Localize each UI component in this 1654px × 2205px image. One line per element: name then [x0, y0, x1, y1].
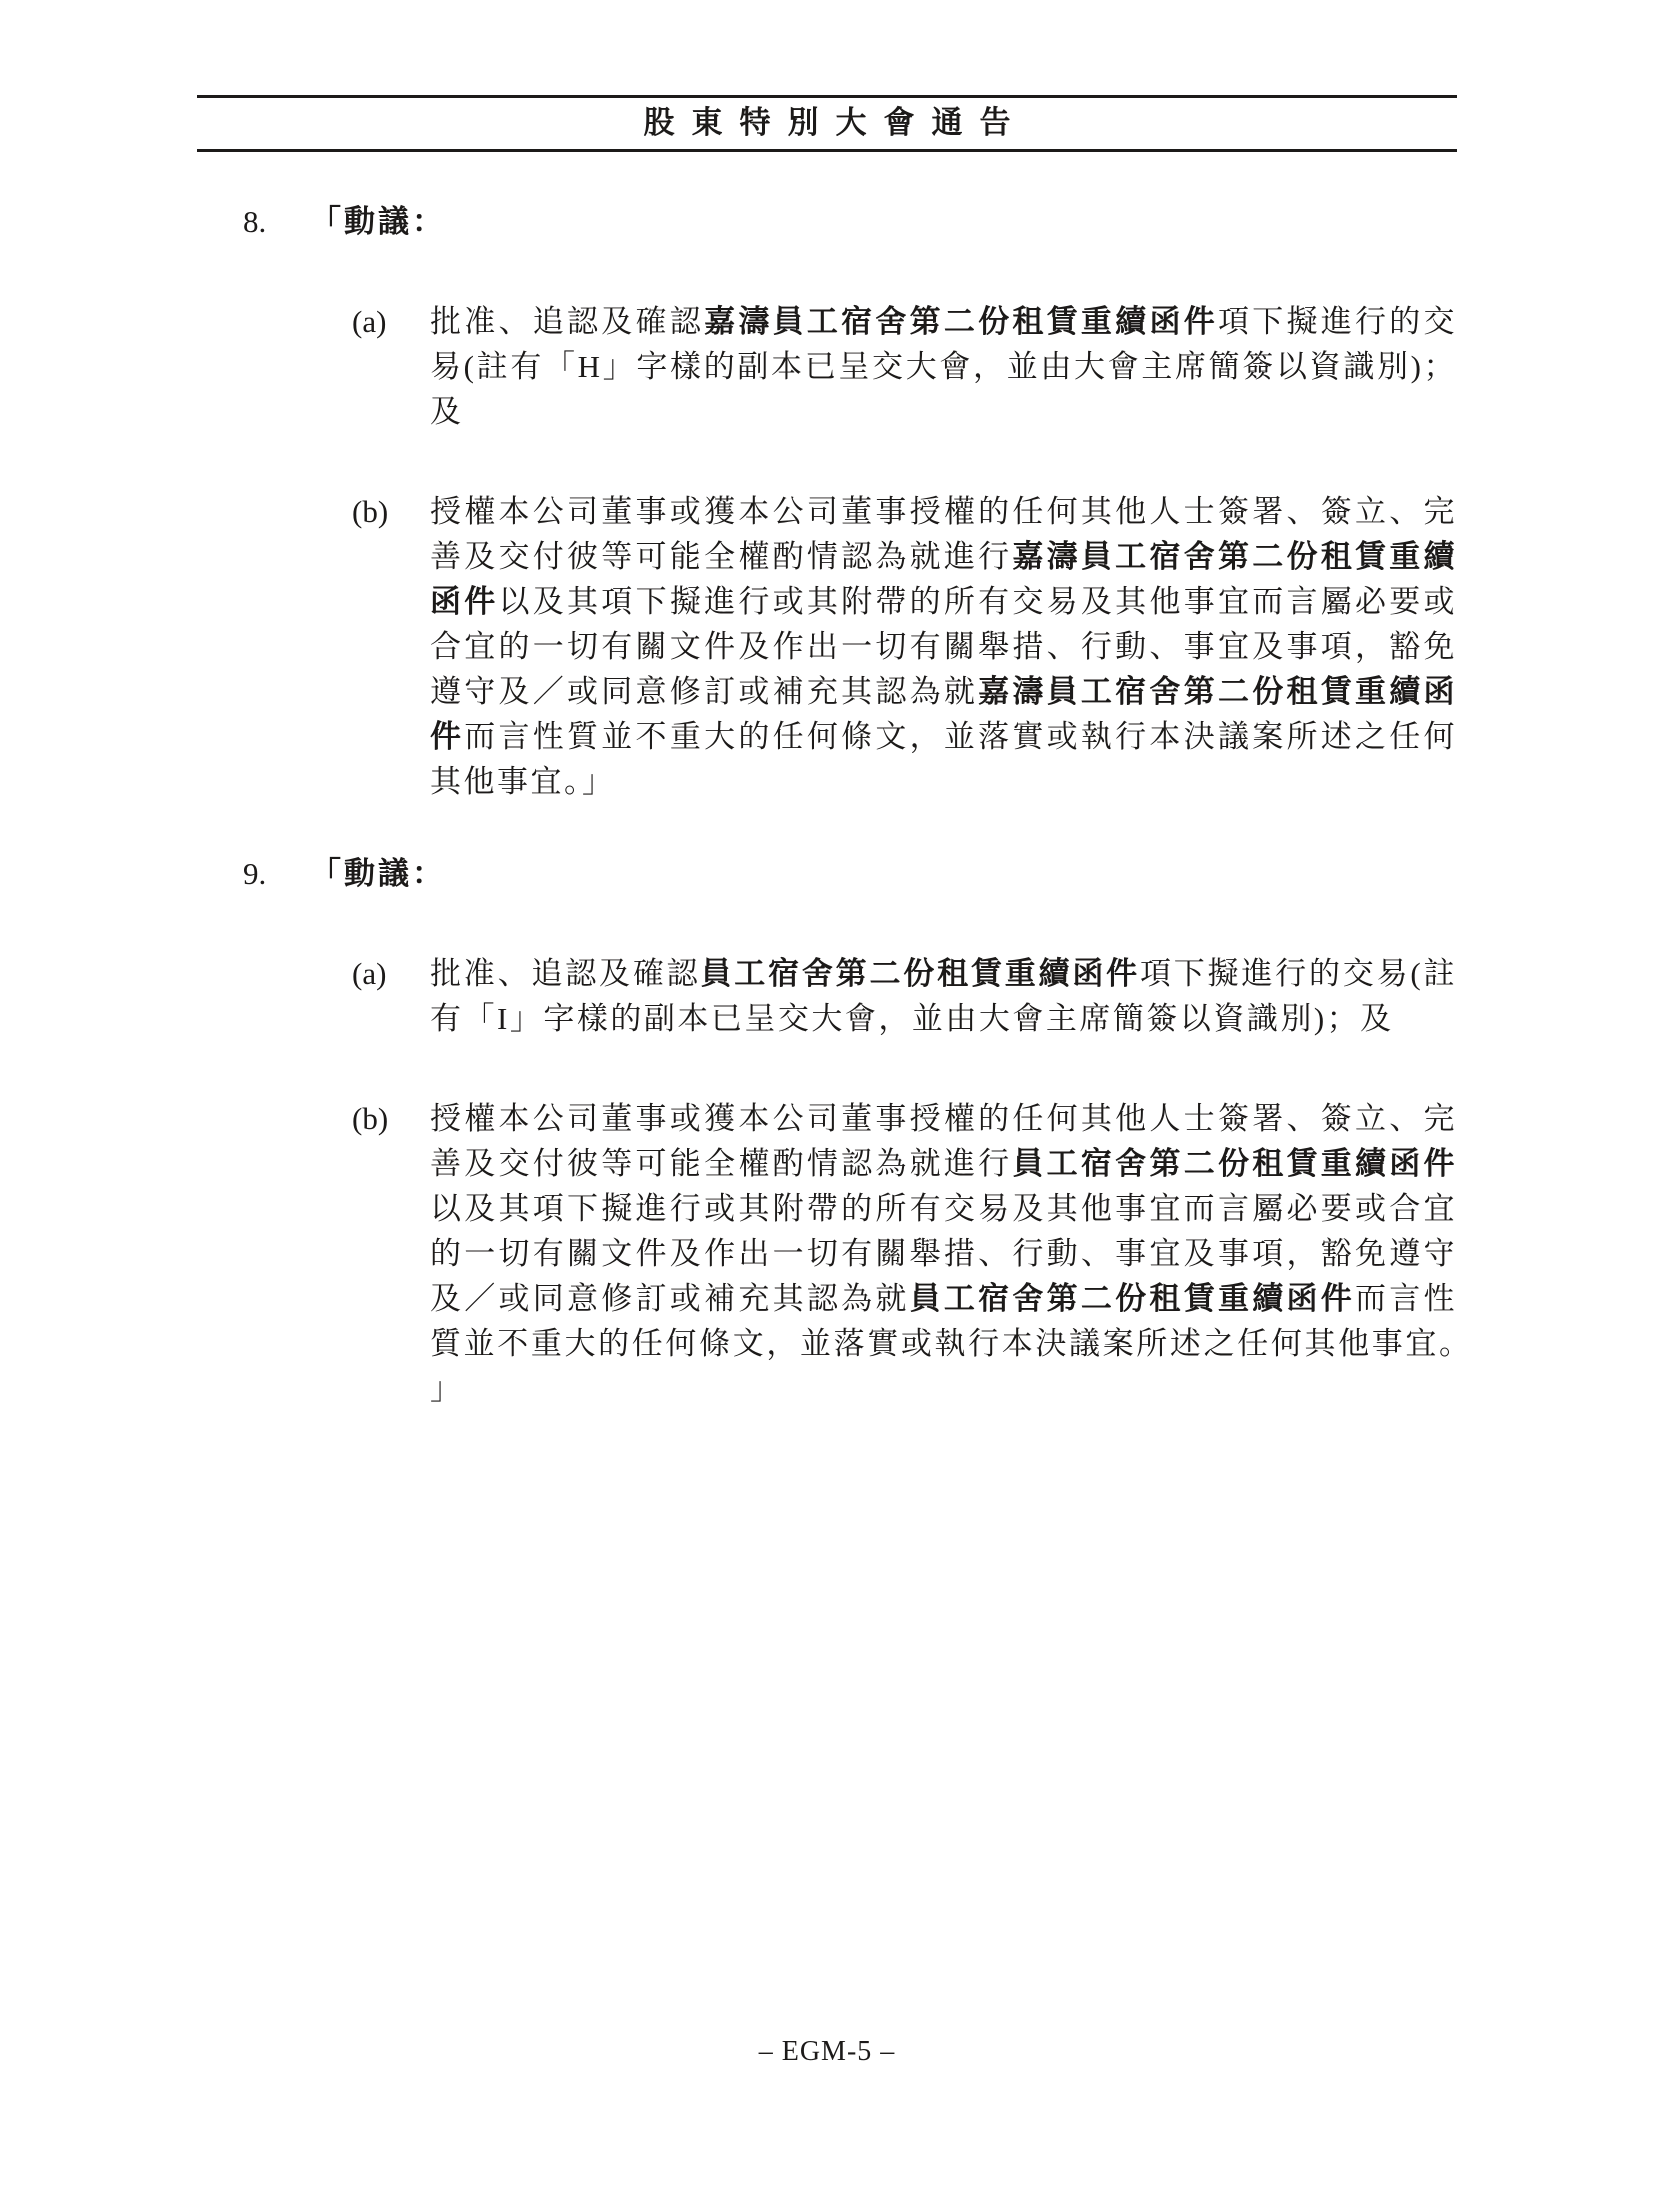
- text-segment: 批准、追認及確認: [430, 304, 705, 339]
- sub-item-marker: (a): [352, 956, 387, 991]
- sub-item-8a: [197, 299, 1457, 434]
- text-segment: 項下擬進行的交易(註有「H」字樣的副本已呈交大會，並由大會主席簡簽以資識別)；及: [430, 304, 1458, 429]
- sub-item-9b: [197, 1096, 1457, 1411]
- resolution-heading: [197, 851, 1457, 896]
- text-segment-bold: 嘉濤員工宿舍第二份租賃重續函件: [704, 304, 1218, 339]
- text-segment: 批准、追認及確認: [430, 956, 701, 991]
- sub-item-text: [430, 489, 1457, 804]
- text-segment: 而言性質並不重大的任何條文，並落實或執行本決議案所述之任何其他事宜。」: [430, 719, 1458, 799]
- page-number: – EGM-5 –: [758, 2036, 896, 2067]
- sub-item-8b: [197, 489, 1457, 804]
- text-segment-bold: 員工宿舍第二份租賃重續函件: [1012, 1146, 1458, 1181]
- sub-item-9a: [197, 951, 1457, 1041]
- motion-label: 「動議：: [310, 204, 446, 239]
- sub-item-marker: (a): [352, 304, 387, 339]
- text-segment: 以及其項下擬進行或其附帶的所有交易及其他事宜而言屬必要或合宜的一切有關文件及作出一切有關舉措、行動、事宜及事項，豁免遵守及／或同意修訂或補充其認為就: [430, 1191, 1457, 1316]
- text-segment: 授權本公司董事或獲本公司董事授權的任何其他人士簽署、簽立、完善及交付彼等可能全權酌情認為就進行: [430, 1101, 1457, 1181]
- sub-item-text: [430, 951, 1457, 1041]
- text-segment-bold: 員工宿舍第二份租賃重續函件: [909, 1281, 1355, 1316]
- text-segment-bold: 員工宿舍第二份租賃重續函件: [700, 956, 1140, 991]
- resolution-9: [197, 851, 1457, 1411]
- motion-label: 「動議：: [310, 856, 446, 891]
- sub-item-marker: (b): [352, 1101, 389, 1136]
- resolution-8: [197, 199, 1457, 804]
- text-segment-bold: 嘉濤員工宿舍第二份租賃重續函件: [430, 539, 1458, 619]
- text-segment: 授權本公司董事或獲本公司董事授權的任何其他人士簽署、簽立、完善及交付彼等可能全權酌情認為就進行: [430, 494, 1457, 574]
- page-title: 股東特別大會通告: [643, 105, 1028, 140]
- sub-item-text: [430, 299, 1457, 434]
- page-content: [197, 95, 1457, 1411]
- sub-item-text: [430, 1096, 1457, 1411]
- page-header: [197, 95, 1457, 152]
- text-segment-bold: 嘉濤員工宿舍第二份租賃重續函件: [430, 674, 1458, 754]
- sub-item-marker: (b): [352, 494, 389, 529]
- text-segment: 而言性質並不重大的任何條文，並落實或執行本決議案所述之任何其他事宜。」: [430, 1281, 1458, 1406]
- resolution-heading: [197, 199, 1457, 244]
- text-segment: 項下擬進行的交易(註有「I」字樣的副本已呈交大會，並由大會主席簡簽以資識別)；及: [430, 956, 1458, 1036]
- resolution-number: 8.: [243, 204, 267, 239]
- resolution-number: 9.: [243, 856, 267, 891]
- text-segment: 以及其項下擬進行或其附帶的所有交易及其他事宜而言屬必要或合宜的一切有關文件及作出一切有關舉措、行動、事宜及事項，豁免遵守及／或同意修訂或補充其認為就: [430, 584, 1458, 709]
